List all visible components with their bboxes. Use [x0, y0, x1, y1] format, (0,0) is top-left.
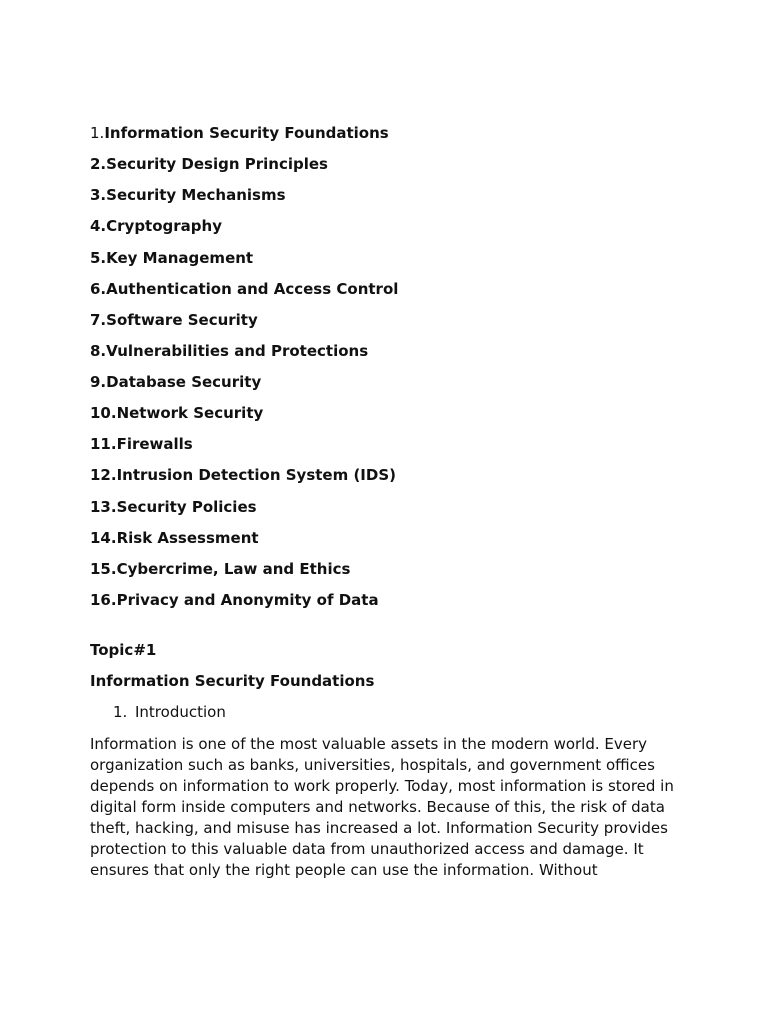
- toc-item-title: Vulnerabilities and Protections: [106, 341, 369, 360]
- toc-item: [90, 498, 690, 516]
- toc-item-number: 5.: [90, 248, 107, 267]
- toc-item-number: 15.: [90, 559, 117, 578]
- toc-item: [90, 435, 690, 453]
- toc-item-number: 2.: [90, 155, 107, 174]
- toc-item-number: 1.: [90, 124, 105, 142]
- toc-item-title: Security Mechanisms: [106, 186, 286, 205]
- paragraph-line: Information is one of the most valuable assets in the modern world. Every: [90, 735, 648, 753]
- toc-item-number: 4.: [90, 217, 107, 236]
- toc-item-title: Authentication and Access Control: [106, 279, 399, 298]
- toc-item-title: Software Security: [106, 310, 258, 329]
- toc-item-number: 12.: [90, 466, 117, 485]
- paragraph-line: depends on information to work properly. Today, most information is stored in: [90, 777, 674, 795]
- toc-item-number: 10.: [90, 404, 117, 423]
- subsection-heading: [90, 703, 690, 721]
- toc-item-number: 8.: [90, 341, 107, 360]
- toc-item-title: Cryptography: [106, 217, 222, 236]
- toc-item: [90, 560, 690, 578]
- toc-item-title: Network Security: [116, 404, 264, 423]
- toc-item: [90, 311, 690, 329]
- paragraph-line: theft, hacking, and misuse has increased a lot. Information Security provides: [90, 819, 668, 837]
- toc-item: [90, 342, 690, 360]
- paragraph-line: protection to this valuable data from unauthorized access and damage. It: [90, 840, 644, 858]
- toc-item-title: Firewalls: [116, 435, 193, 454]
- toc-item-title: Security Design Principles: [106, 155, 328, 174]
- toc-item-title: Risk Assessment: [116, 528, 259, 547]
- toc-item-number: 11.: [90, 435, 117, 454]
- toc-item-title: Database Security: [106, 373, 262, 391]
- toc-item-title: Security Policies: [116, 497, 257, 516]
- toc-item: [90, 186, 690, 204]
- toc-item: [90, 249, 690, 267]
- table-of-contents: [90, 124, 690, 609]
- section-spacer: [90, 622, 690, 641]
- subsection-title: Introduction: [135, 703, 226, 721]
- toc-item: [90, 466, 690, 484]
- toc-item: [90, 155, 690, 173]
- toc-item-title: Information Security Foundations: [104, 124, 389, 142]
- intro-paragraph: [90, 734, 680, 881]
- toc-item-number: 14.: [90, 528, 117, 547]
- toc-item-number: 13.: [90, 497, 117, 516]
- toc-item-title: Privacy and Anonymity of Data: [116, 590, 379, 609]
- toc-item-number: 16.: [90, 590, 117, 609]
- toc-item-title: Intrusion Detection System (IDS): [116, 466, 396, 485]
- toc-item: [90, 124, 690, 142]
- toc-item: [90, 280, 690, 298]
- toc-item-number: 6.: [90, 279, 107, 298]
- toc-item-number: 3.: [90, 186, 107, 205]
- toc-item-title: Key Management: [106, 248, 254, 267]
- toc-item: [90, 529, 690, 547]
- topic-label: Topic#1: [90, 641, 157, 659]
- document-page: [90, 124, 690, 881]
- paragraph-line: digital form inside computers and networks. Because of this, the risk of data: [90, 798, 665, 816]
- paragraph-line: organization such as banks, universities, hospitals, and government offices: [90, 756, 655, 774]
- paragraph-line: ensures that only the right people can use the information. Without: [90, 861, 598, 879]
- subsection-number: 1.: [113, 703, 128, 721]
- toc-item: [90, 591, 690, 609]
- toc-item: [90, 217, 690, 235]
- toc-item: [90, 373, 690, 391]
- toc-item: [90, 404, 690, 422]
- toc-item-number: 7.: [90, 310, 107, 329]
- topic-title: Information Security Foundations: [90, 672, 375, 690]
- toc-item-title: Cybercrime, Law and Ethics: [116, 559, 351, 578]
- toc-item-number: 9.: [90, 373, 107, 391]
